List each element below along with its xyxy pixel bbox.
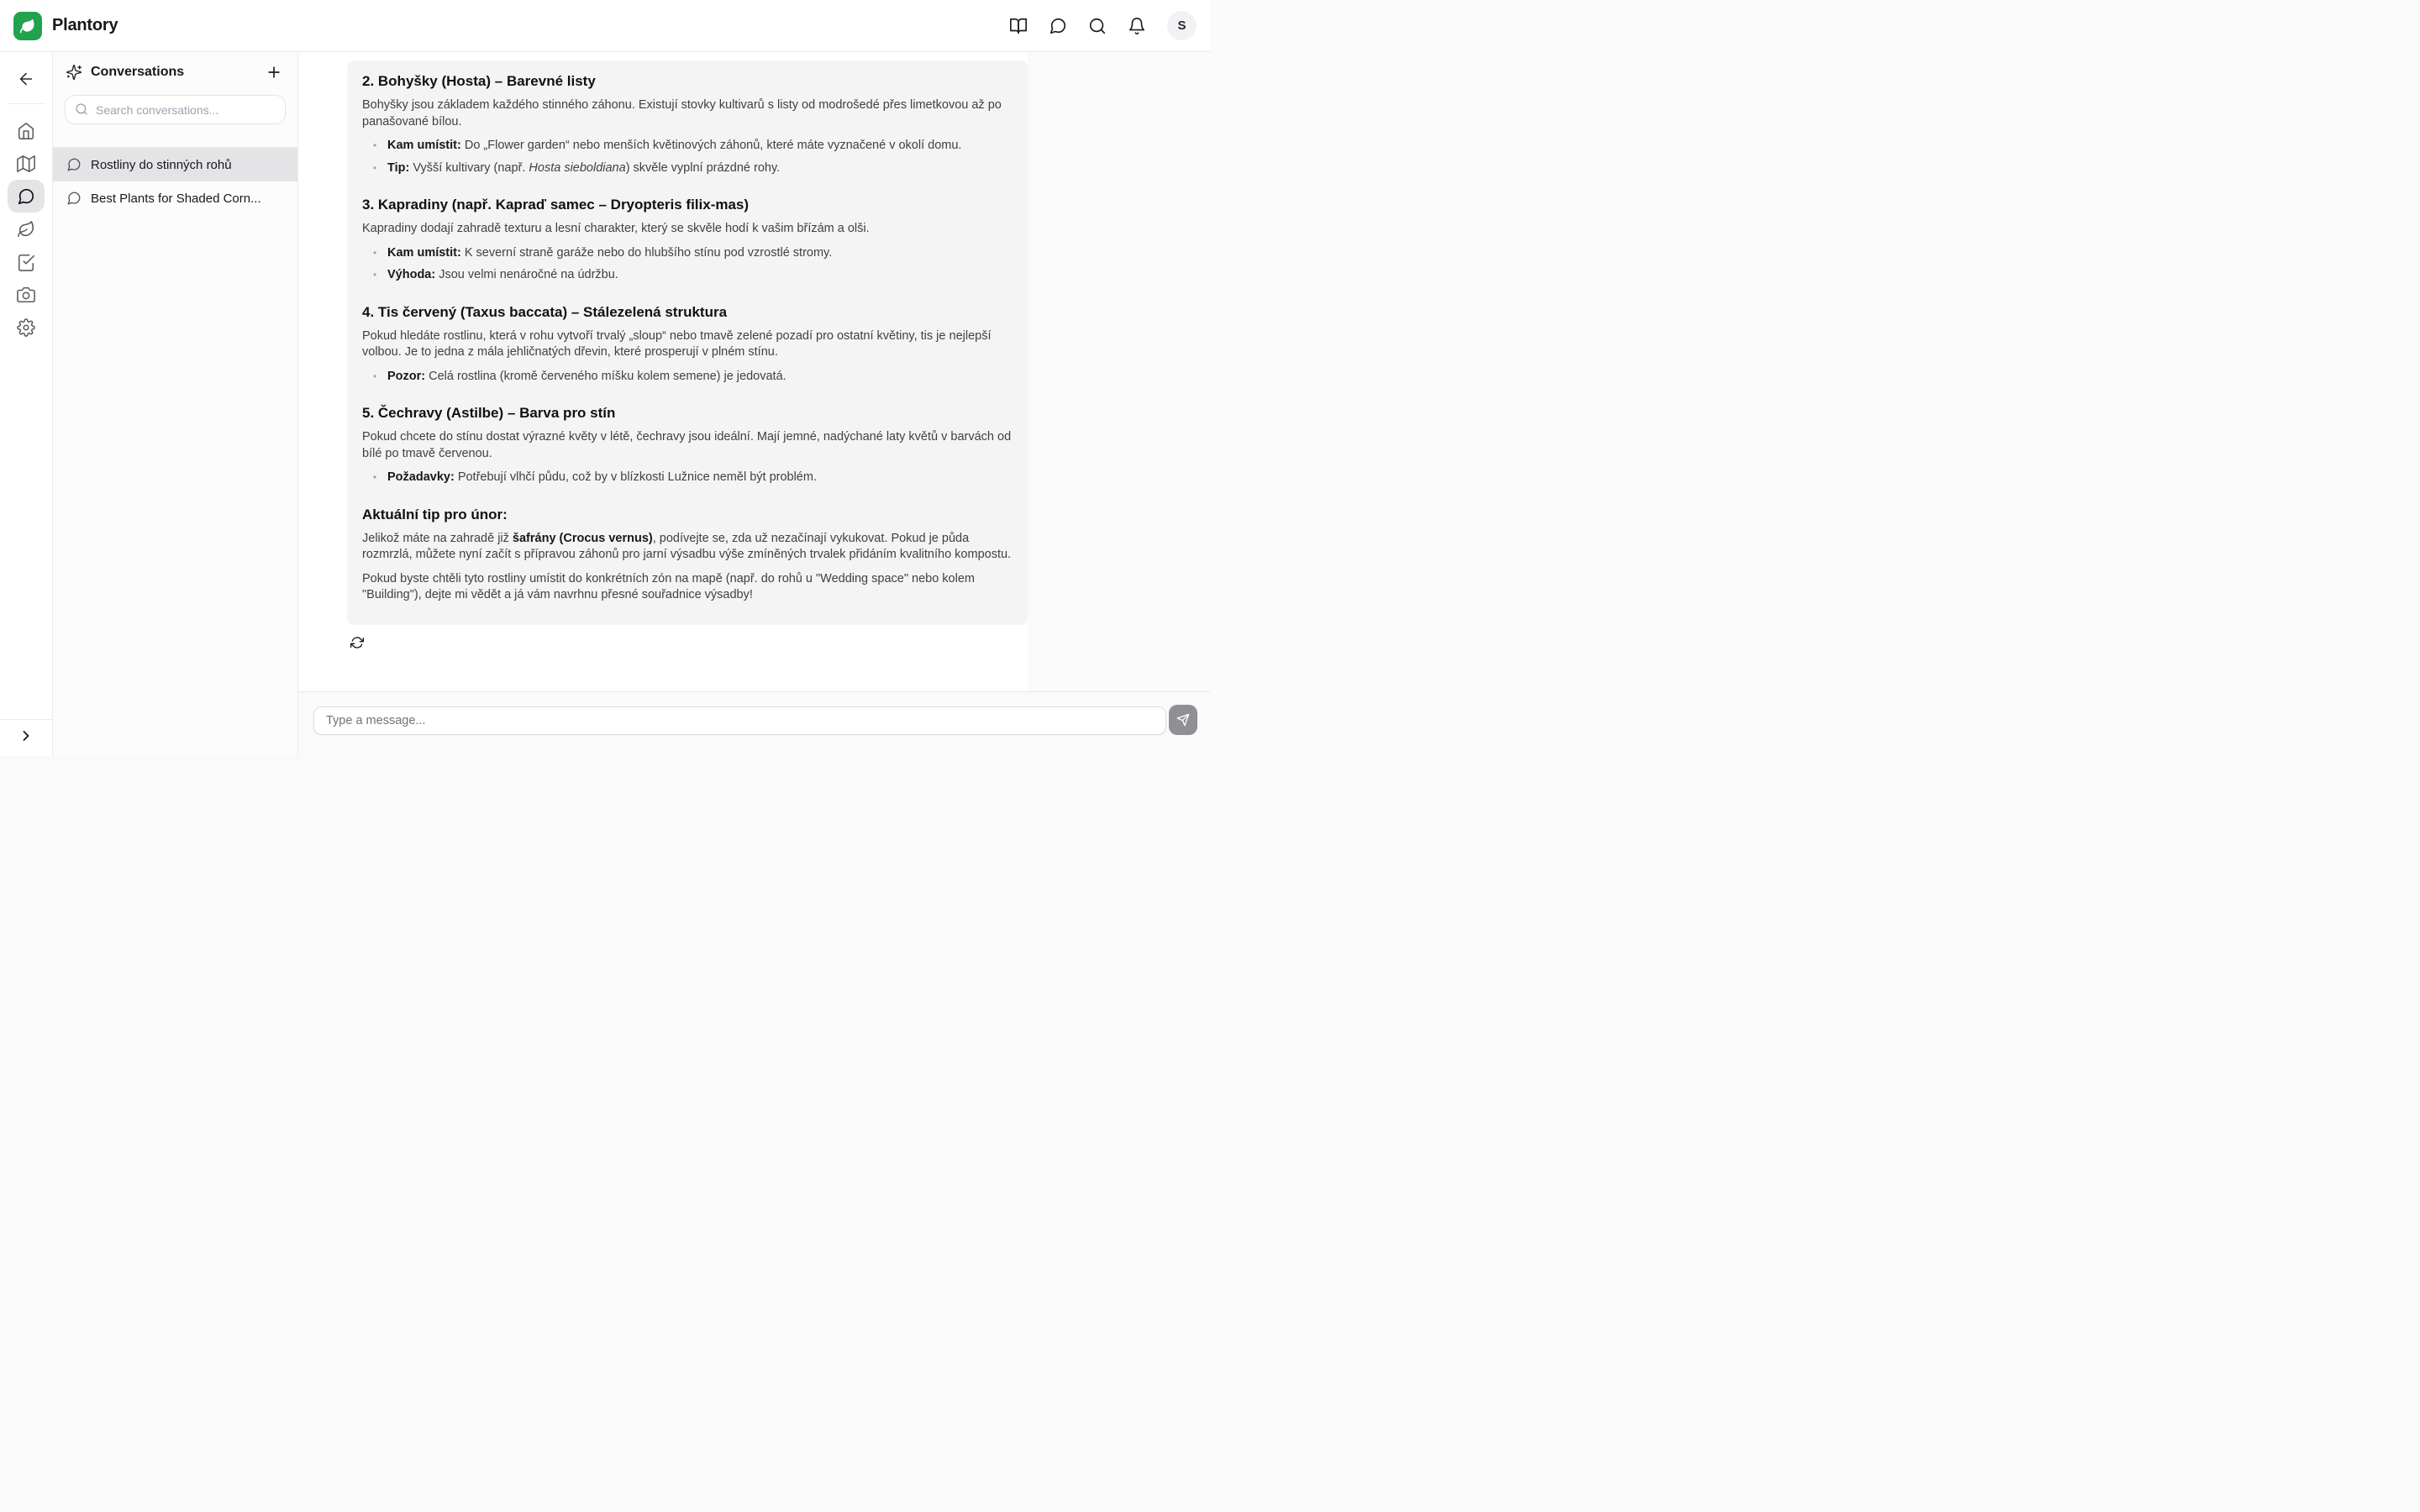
search-button[interactable] xyxy=(1088,17,1107,35)
assistant-message-bubble xyxy=(347,60,1028,625)
tasks-icon xyxy=(17,253,35,271)
text-run: Celá rostlina (kromě červeného míšku kolem semene) je jedovatá. xyxy=(425,369,786,383)
chat-icon xyxy=(17,187,35,206)
conversation-item[interactable] xyxy=(53,148,297,181)
message-bullet-list xyxy=(362,369,1013,386)
regenerate-icon xyxy=(350,636,364,649)
message-paragraph xyxy=(362,571,1013,604)
message-bullet xyxy=(373,267,1013,284)
sidebar-item-map[interactable] xyxy=(8,147,45,180)
conversations-header xyxy=(53,52,297,92)
app-logo xyxy=(13,12,42,40)
text-run: Jsou velmi nenáročné na údržbu. xyxy=(435,268,618,281)
send-icon xyxy=(1176,713,1190,727)
book-open-icon xyxy=(1009,17,1028,35)
message-bullet xyxy=(373,369,1013,386)
message-bullet xyxy=(373,160,1013,177)
notifications-button[interactable] xyxy=(1128,17,1146,35)
new-conversation-button[interactable] xyxy=(266,64,282,81)
conversation-title: Rostliny do stinných rohů xyxy=(91,157,232,172)
search-icon xyxy=(1088,17,1107,35)
conversation-title: Best Plants for Shaded Corn... xyxy=(91,191,261,206)
text-run: Do „Flower garden“ nebo menších květinových záhonů, které máte vyznačené v okolí domu. xyxy=(460,139,962,152)
text-run: Vyšší kultivary (např. xyxy=(409,160,529,175)
text-run: Potřebují vlhčí půdu, což by v blízkosti Lužnice neměl být problém. xyxy=(454,470,817,484)
bold-text: Tip: xyxy=(387,160,410,175)
leaf-icon xyxy=(19,18,36,34)
message-section-heading: 3. Kapradiny (např. Kapraď samec – Dryopteris filix-mas) xyxy=(362,197,750,213)
sidebar-item-conversations[interactable] xyxy=(8,180,45,213)
message-paragraph xyxy=(362,531,1013,564)
message-bullet xyxy=(373,470,1013,486)
app-title: Plantory xyxy=(52,16,118,34)
conversations-title: Conversations xyxy=(91,65,185,79)
search-icon xyxy=(75,102,88,116)
bold-text: šafrány (Crocus vernus) xyxy=(512,531,653,545)
conversation-item[interactable] xyxy=(53,181,297,215)
bold-text: Pozor: xyxy=(387,369,426,383)
text-run: Bohyšky jsou základem každého stinného záhonu. Existují stovky kultivarů s listy od modrošedé přes limetkovou až po panašované bílou. xyxy=(362,98,1002,129)
user-avatar[interactable]: S xyxy=(1167,11,1197,40)
conversation-list xyxy=(53,148,297,215)
send-button[interactable] xyxy=(1169,705,1197,735)
message-bullet-list xyxy=(362,138,1013,176)
sidebar-item-tasks[interactable] xyxy=(8,245,45,278)
message-paragraph xyxy=(362,429,1013,462)
settings-icon xyxy=(17,318,35,337)
text-run: ) skvěle vyplní prázdné rohy. xyxy=(625,160,781,175)
message-paragraph xyxy=(362,328,1013,361)
sidebar-item-settings[interactable] xyxy=(8,311,45,344)
message-actions xyxy=(350,636,1028,649)
chat-icon xyxy=(66,191,82,206)
message-bullet-list xyxy=(362,470,1013,486)
conversation-search xyxy=(65,95,286,124)
plus-icon xyxy=(266,64,282,81)
text-run: Pokud chcete do stínu dostat výrazné květy v létě, čechravy jsou ideální. Mají jemné, nadýchané laty květů v barvách od bílé po tmavě červenou. xyxy=(362,430,1012,460)
message-paragraph xyxy=(362,97,1013,130)
message-section-heading: Aktuální tip pro únor: xyxy=(362,506,508,522)
arrow-left-icon xyxy=(17,70,35,88)
search-conversations-input[interactable] xyxy=(65,95,286,124)
rail-footer xyxy=(0,719,52,756)
text-run: Pokud byste chtěli tyto rostliny umístit do konkrétních zón na mapě (např. do rohů u "Wedding space" nebo kolem "Building"), dejte mi vědět a já vám navrhnu přesné souřadnice výsadby! xyxy=(362,571,975,601)
app-header xyxy=(0,0,1210,52)
text-run: K severní straně garáže nebo do hlubšího stínu pod vzrostlé stromy. xyxy=(460,245,833,260)
conversations-panel xyxy=(53,52,298,756)
message-paragraph xyxy=(362,221,1013,238)
bold-text: Kam umístit: xyxy=(387,139,461,152)
bold-text: Výhoda: xyxy=(387,268,436,281)
text-run: , podívejte se, zda už nezačínají vykukovat. Pokud je půda rozmrzlá, můžete nyní začít s přípravou záhonů pro jarní výsadbu výše zmíněných trvalek přidáním kvalitního kompostu. xyxy=(362,531,1012,561)
guide-button[interactable] xyxy=(1009,17,1028,35)
message-input[interactable] xyxy=(313,706,1166,735)
sidebar-item-plants[interactable] xyxy=(8,213,45,245)
sparkles-icon xyxy=(66,64,82,81)
expand-sidebar-button[interactable] xyxy=(18,727,34,744)
regenerate-button[interactable] xyxy=(350,636,364,649)
text-run: Jelikož máte na zahradě již xyxy=(362,531,513,545)
chevron-right-icon xyxy=(18,727,34,744)
icon-rail xyxy=(0,52,53,756)
collapse-back-button[interactable] xyxy=(8,62,45,95)
chat-button[interactable] xyxy=(1049,17,1067,35)
map-icon xyxy=(17,155,35,173)
sidebar-item-home[interactable] xyxy=(8,114,45,147)
message-bullet xyxy=(373,138,1013,155)
chat-icon xyxy=(66,157,82,172)
bold-text: Požadavky: xyxy=(387,470,455,484)
chat-icon xyxy=(1049,17,1067,35)
bell-icon xyxy=(1128,17,1146,35)
chat-area[interactable] xyxy=(298,52,1028,691)
message-section-heading: 4. Tis červený (Taxus baccata) – Stálezelená struktura xyxy=(362,303,728,320)
bold-text: Kam umístit: xyxy=(387,245,461,260)
header-actions xyxy=(1009,11,1197,40)
message-section-heading: 2. Bohyšky (Hosta) – Barevné listy xyxy=(362,73,596,89)
message-bullet-list xyxy=(362,245,1013,284)
message-input-bar xyxy=(298,691,1210,756)
camera-icon xyxy=(17,286,35,304)
leaf-icon xyxy=(17,220,35,239)
message-section-heading: 5. Čechravy (Astilbe) – Barva pro stín xyxy=(362,405,616,421)
italic-text: Hosta sieboldiana xyxy=(529,160,626,175)
rail-divider xyxy=(8,103,45,104)
text-run: Kapradiny dodají zahradě texturu a lesní charakter, který se skvěle hodí k vašim břízám a olši. xyxy=(362,222,870,235)
home-icon xyxy=(17,122,35,140)
text-run: Pokud hledáte rostlinu, která v rohu vytvoří trvalý „sloup“ nebo tmavě zelené pozadí pro ostatní květiny, tis je nejlepší volbou. Je to jedna z mála jehličnatých dřevin, které prosperují v plném stínu. xyxy=(362,328,992,359)
message-bullet xyxy=(373,245,1013,262)
sidebar-item-photos[interactable] xyxy=(8,278,45,311)
